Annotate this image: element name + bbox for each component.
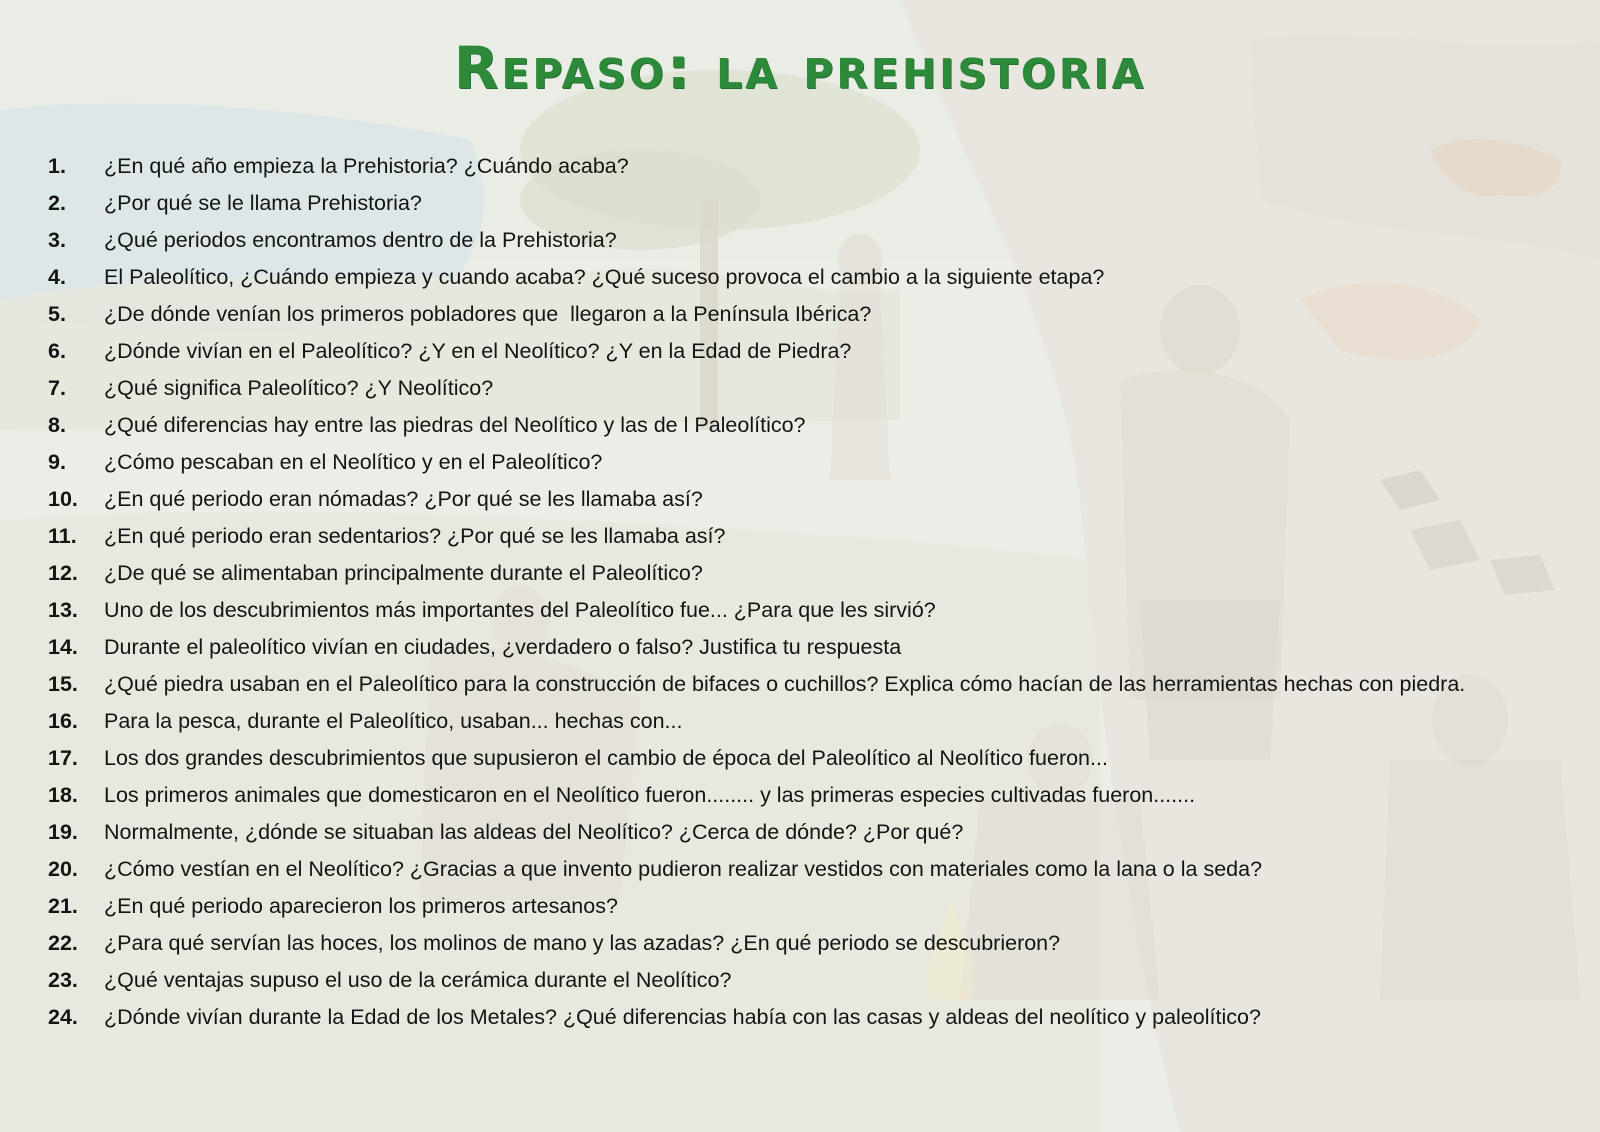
question-number: 21. <box>48 894 78 918</box>
question-text: ¿En qué periodo eran sedentarios? ¿Por qué se les llamaba así? <box>104 524 726 548</box>
question-text: ¿En qué periodo aparecieron los primeros artesanos? <box>104 894 618 918</box>
question-text: ¿Qué periodos encontramos dentro de la Prehistoria? <box>104 228 617 252</box>
question-number: 10. <box>48 487 78 511</box>
question-item <box>48 666 1558 703</box>
question-item <box>48 925 1558 962</box>
question-number: 17. <box>48 746 78 770</box>
question-text: Durante el paleolítico vivían en ciudades, ¿verdadero o falso? Justifica tu respuesta <box>104 635 902 659</box>
question-number: 22. <box>48 931 78 955</box>
question-number: 14. <box>48 635 78 659</box>
question-list <box>48 148 1558 1036</box>
question-item <box>48 962 1558 999</box>
question-number: 4. <box>48 265 66 289</box>
question-item <box>48 259 1558 296</box>
question-number: 16. <box>48 709 78 733</box>
question-item <box>48 185 1558 222</box>
question-number: 6. <box>48 339 66 363</box>
question-number: 13. <box>48 598 78 622</box>
question-text: ¿Qué significa Paleolítico? ¿Y Neolítico? <box>104 376 494 400</box>
question-text: ¿Dónde vivían durante la Edad de los Metales? ¿Qué diferencias había con las casas y aldeas del neolítico y paleolítico? <box>104 1005 1261 1029</box>
question-number: 8. <box>48 413 66 437</box>
question-text: ¿En qué año empieza la Prehistoria? ¿Cuándo acaba? <box>104 154 629 178</box>
question-text: Los dos grandes descubrimientos que supusieron el cambio de época del Paleolítico al Neolítico fueron... <box>104 746 1108 770</box>
question-item <box>48 222 1558 259</box>
question-item <box>48 851 1558 888</box>
question-number: 23. <box>48 968 78 992</box>
question-item <box>48 888 1558 925</box>
question-item <box>48 777 1558 814</box>
question-text: Normalmente, ¿dónde se situaban las aldeas del Neolítico? ¿Cerca de dónde? ¿Por qué? <box>104 820 964 844</box>
question-text: ¿Cómo vestían en el Neolítico? ¿Gracias a que invento pudieron realizar vestidos con materiales como la lana o la seda? <box>104 857 1263 881</box>
question-number: 5. <box>48 302 66 326</box>
question-text: ¿Cómo pescaban en el Neolítico y en el Paleolítico? <box>104 450 603 474</box>
question-item <box>48 407 1558 444</box>
question-number: 1. <box>48 154 66 178</box>
question-item <box>48 518 1558 555</box>
question-text: Uno de los descubrimientos más importantes del Paleolítico fue... ¿Para que les sirvió? <box>104 598 936 622</box>
question-item <box>48 555 1558 592</box>
question-text: El Paleolítico, ¿Cuándo empieza y cuando acaba? ¿Qué suceso provoca el cambio a la siguiente etapa? <box>104 265 1105 289</box>
question-number: 11. <box>48 524 77 548</box>
question-number: 7. <box>48 376 66 400</box>
question-number: 18. <box>48 783 78 807</box>
question-number: 19. <box>48 820 78 844</box>
question-item <box>48 629 1558 666</box>
question-text: ¿Qué piedra usaban en el Paleolítico para la construcción de bifaces o cuchillos? Explica cómo hacían de las herramientas hechas con piedra. <box>104 672 1466 696</box>
question-text: ¿Por qué se le llama Prehistoria? <box>104 191 422 215</box>
question-item <box>48 592 1558 629</box>
question-text: ¿Qué ventajas supuso el uso de la cerámica durante el Neolítico? <box>104 968 732 992</box>
question-number: 2. <box>48 191 66 215</box>
question-text: ¿En qué periodo eran nómadas? ¿Por qué se les llamaba así? <box>104 487 703 511</box>
question-text: Para la pesca, durante el Paleolítico, usaban... hechas con... <box>104 709 683 733</box>
question-item <box>48 296 1558 333</box>
page-title: Repaso: la prehistoria <box>453 34 1147 102</box>
question-text: Los primeros animales que domesticaron en el Neolítico fueron........ y las primeras especies cultivadas fueron....... <box>104 783 1196 807</box>
question-number: 20. <box>48 857 78 881</box>
question-text: ¿Dónde vivían en el Paleolítico? ¿Y en el Neolítico? ¿Y en la Edad de Piedra? <box>104 339 852 363</box>
question-item <box>48 148 1558 185</box>
question-item <box>48 999 1558 1036</box>
question-text: ¿Para qué servían las hoces, los molinos de mano y las azadas? ¿En qué periodo se descubrieron? <box>104 931 1061 955</box>
question-number: 12. <box>48 561 78 585</box>
question-item <box>48 814 1558 851</box>
question-item <box>48 370 1558 407</box>
question-number: 15. <box>48 672 78 696</box>
question-item <box>48 481 1558 518</box>
question-item <box>48 333 1558 370</box>
question-number: 24. <box>48 1005 78 1029</box>
question-item <box>48 740 1558 777</box>
question-item <box>48 444 1558 481</box>
question-number: 9. <box>48 450 66 474</box>
question-number: 3. <box>48 228 66 252</box>
question-text: ¿Qué diferencias hay entre las piedras del Neolítico y las de l Paleolítico? <box>104 413 806 437</box>
question-item <box>48 703 1558 740</box>
question-text: ¿De qué se alimentaban principalmente durante el Paleolítico? <box>104 561 703 585</box>
question-text: ¿De dónde venían los primeros pobladores que llegaron a la Península Ibérica? <box>104 302 872 326</box>
